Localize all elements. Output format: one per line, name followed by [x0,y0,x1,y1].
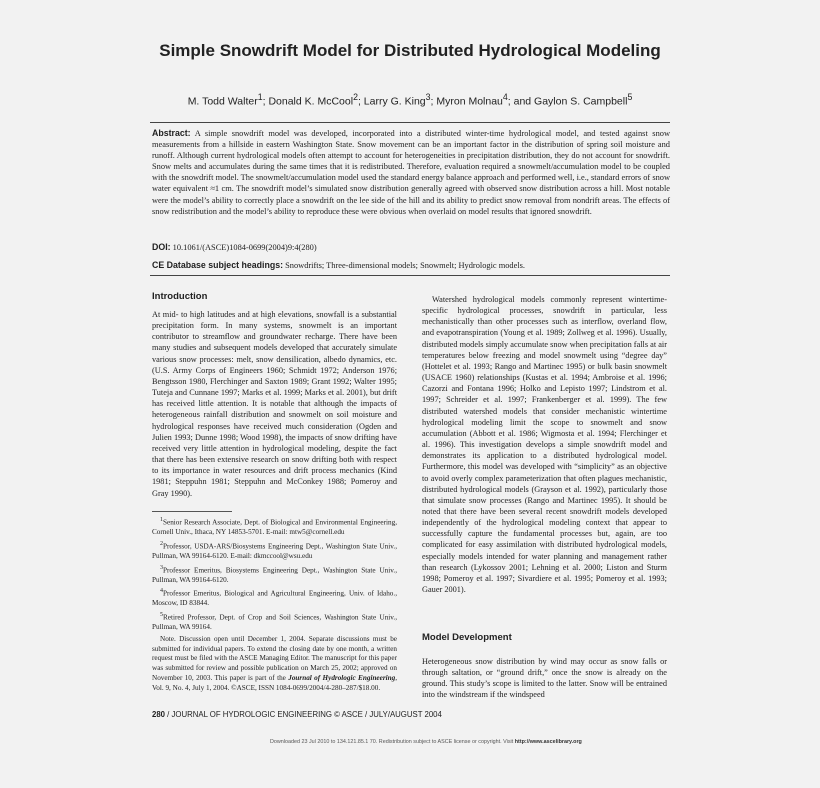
author-affiliation-mark: 4 [502,92,508,102]
footnote [152,540,397,562]
right-column [422,294,667,595]
subject-value: Snowdrifts; Three-dimensional models; Snowmelt; Hydrologic models. [285,261,526,270]
running-footer-text: / JOURNAL OF HYDROLOGIC ENGINEERING © ASCE / JULY/AUGUST 2004 [165,710,442,719]
author-separator: ; [262,95,269,108]
author-name: Gaylon S. Campbell [534,95,628,108]
intro-paragraph: At mid- to high latitudes and at high elevations, snowfall is a substantial precipitation form. In many systems, snowmelt is an important contributor to streamflow and groundwater recharge. There have been many studies and subsequent models developed that accurately simulate various snow processes: melt, snow densilication, albedo dynamics, etc. (U.S. Army Corps of Engineers 1960; Schmidt 1972; Anderson 1976; Bengtsson 1980, Flerchinger and Saxton 1989; Grant 1992; Walter 1995; Tuteja and Cunnane 1997; Marks et al. 1999; Marks et al. 2001), but drift has received little attention. It is notable that although the impacts of heterogeneous rainfall distribution and snowmelt on soil moisture and hydrological responses have received much consideration (Ogden and Julien 1993; Dunne 1998; Wood 1998), the impacts of snow drifting have received very little attention in hydrological modeling, despite the fact that there has been extensive research on snow drifting both with respect to its importance in water resources and drift process mechanics (Kind 1981; Steppuhn 1981; Steppuhn and McConkey 1988; Pomeroy and Gray 1990). [152,310,397,498]
abstract-text: A simple snowdrift model was developed, incorporated into a distributed winter-time hydrological model, and tested against snow measurements from a hillside in eastern Washington State. Snow movement can be an important factor in the distribution of spring soil moisture and runoff. Although current hydrological models often attempt to account for heterogeneities in precipitation distribution, they do not account for snowdrift. Snow melts and accumulates during the same times that it is redistributed. Therefore, evaluation required a snowmelt/accumulation model to be coupled with the snowdrift model. The snowmelt/accumulation model used the standard energy balance approach and performed well, i.e., standard errors of snow water equivalent ≈1 cm. The snowdrift model’s simulated snow distribution generally agreed with observed snow distribution across a hill. Most notable were the model’s ability to correctly place a snowdrift on the lee side of the hill and its ability to predict snow removal from nondrift areas. The effects of snow redistribution and the model’s ability to reproduce these were obvious when overlaid on model results that ignored snowdrift. [152,129,670,216]
footnote-mark: 3 [160,564,163,571]
footnote-text: Professor, USDA-ARS/Biosystems Engineering Dept., Washington State Univ., Pullman, WA 99164-6120. E-mail: dkmccool@wsu.edu [152,542,397,560]
abstract-block [152,128,670,217]
right-paragraph: Watershed hydrological models commonly represent wintertime-specific hydrological processes, snowdrift in particular, less mechanistically than other processes such as interflow, overland flow, and evapotranspiration (Young et al. 1989; Zollweg et al. 1996). Usually, distributed models simply accumulate snow when precipitation falls at air temperatures below freezing and model snowmelt using “degree day” (Hottelet et al. 1993; Rango and Martinec 1995) or bulk basin snowmelt (USACE 1960) relationships (Kustas et al. 1994; Ambroise et al. 1996; Cazorzi and Fontana 1996; Holko and Lepisto 1997; Lindstrom et al. 1997; Schreider et al. 1997; Frankenberger et al. 1999). The few distributed watershed models that consider mechanistic wintertime hydrological modeling limit the scope to snowmelt and snow accumulation (Abbott et al. 1986; Wigmosta et al. 1994; Flerchinger et al. 1996). This investigation develops a simple snowdrift model and demonstrates its application to a distributed hydrological model. Furthermore, this model was developed with “simplicity” as an objective to avoid overly complex parameterization that often plagues mechanistic, distributed hydrological models (Grayson et al. 1992), particularly those that simulate snow processes (Rango and Martinec 1995). It should be noted that there have been several recent snowdrift models developed independently of the hydrological modeling context that appear to successfully capture the fundamental processes but, again, are too complicated for easy assimilation with distributed hydrological models, especially models intended for water planning and management rather than research (Lykossov 2001; Lehning et al. 2000; Liston and Sturm 1998; Pomeroy et al. 1997; Sivardiere et al. 1995; Pomeroy et al. 1993; Gauer 2001). [422,295,667,595]
model-development-paragraph: Heterogeneous snow distribution by wind may occur as snow falls or through saltation, or “ground drift,” once the snow is already on the ground. This study’s scope is limited to the latter. Snow will be entrained into the windstream if the windspeed [422,657,667,700]
author-separator: ; and [507,95,535,108]
running-footer [152,710,442,719]
discussion-note [152,635,397,693]
footnote-text: Retired Professor, Dept. of Crop and Soil Sciences, Washington State Univ., Pullman, WA 99164. [152,613,397,632]
rule-bottom [150,275,670,276]
rule-top [150,122,670,123]
doi-label: DOI: [152,242,171,252]
download-notice [270,739,582,745]
author-affiliation-mark: 3 [425,92,431,102]
download-notice-text: Downloaded 23 Jul 2010 to 134.121.85.1 70. Redistribution subject to ASCE license or copyright. Visit [270,739,515,745]
library-link[interactable]: http://www.ascelibrary.org [514,739,582,745]
page-number: 280 [152,710,166,719]
footnote [152,611,397,633]
paper-title: Simple Snowdrift Model for Distributed Hydrological Modeling [159,41,661,60]
footnote-mark: 2 [160,540,163,547]
note-text: Note. Discussion open until December 1, 2004. Separate discussions must be submitted for individual papers. To extend the closing date by one month, a written request must be filed with the ASCE Managing Editor. The manuscript for this paper was submitted for review and possible publication on March 25, 2002; approved on November 10, 2003. This paper is part of the [152,634,397,682]
author-name: Donald K. McCool [268,95,354,108]
footnotes-block [152,516,397,695]
footnote [152,516,397,538]
author-affiliation-mark: 5 [627,92,633,102]
footnote-text: Senior Research Associate, Dept. of Biological and Environmental Engineering, Cornell Univ., Ithaca, NY 14853-5701. E-mail: mtw5@cornell.edu [152,518,397,537]
subject-headings-line [152,260,670,271]
section-heading-introduction: Introduction [152,291,208,302]
author-name: Myron Molnau [436,95,503,108]
footnote-separator [152,511,232,512]
footnote-mark: 1 [160,517,163,523]
footnote [152,587,397,609]
section-heading-model-development: Model Development [422,632,512,643]
footnote-text: Professor Emeritus, Biological and Agricultural Engineering, Univ. of Idaho., Moscow, ID 83844. [152,589,397,608]
author-name: M. Todd Walter [187,95,258,108]
footnote [152,564,397,586]
footnote-text: Professor Emeritus, Biosystems Engineering Dept., Washington State Univ., Pullman, WA 99164-6120. [152,565,397,584]
footnote-mark: 4 [160,588,163,595]
author-separator: ; [430,95,437,108]
model-development-column [422,656,667,701]
footnote-mark: 5 [160,612,163,619]
author-name: Larry G. King [363,95,426,108]
subject-label: CE Database subject headings: [152,260,284,270]
author-separator: ; [357,95,364,108]
journal-name: Journal of Hydrologic Engineering [288,673,396,682]
doi-value: 10.1061/(ASCE)1084-0699(2004)9:4(280) [172,243,317,252]
doi-line [152,242,670,253]
author-line [100,90,720,109]
note-text-end: , Vol. 9, No. 4, July 1, 2004. ©ASCE, ISSN 1084-0699/2004/4-280–287/$18.00. [152,673,397,692]
abstract-label: Abstract: [152,128,191,138]
author-affiliation-mark: 1 [257,92,263,102]
author-affiliation-mark: 2 [353,92,358,102]
intro-column [152,309,397,499]
